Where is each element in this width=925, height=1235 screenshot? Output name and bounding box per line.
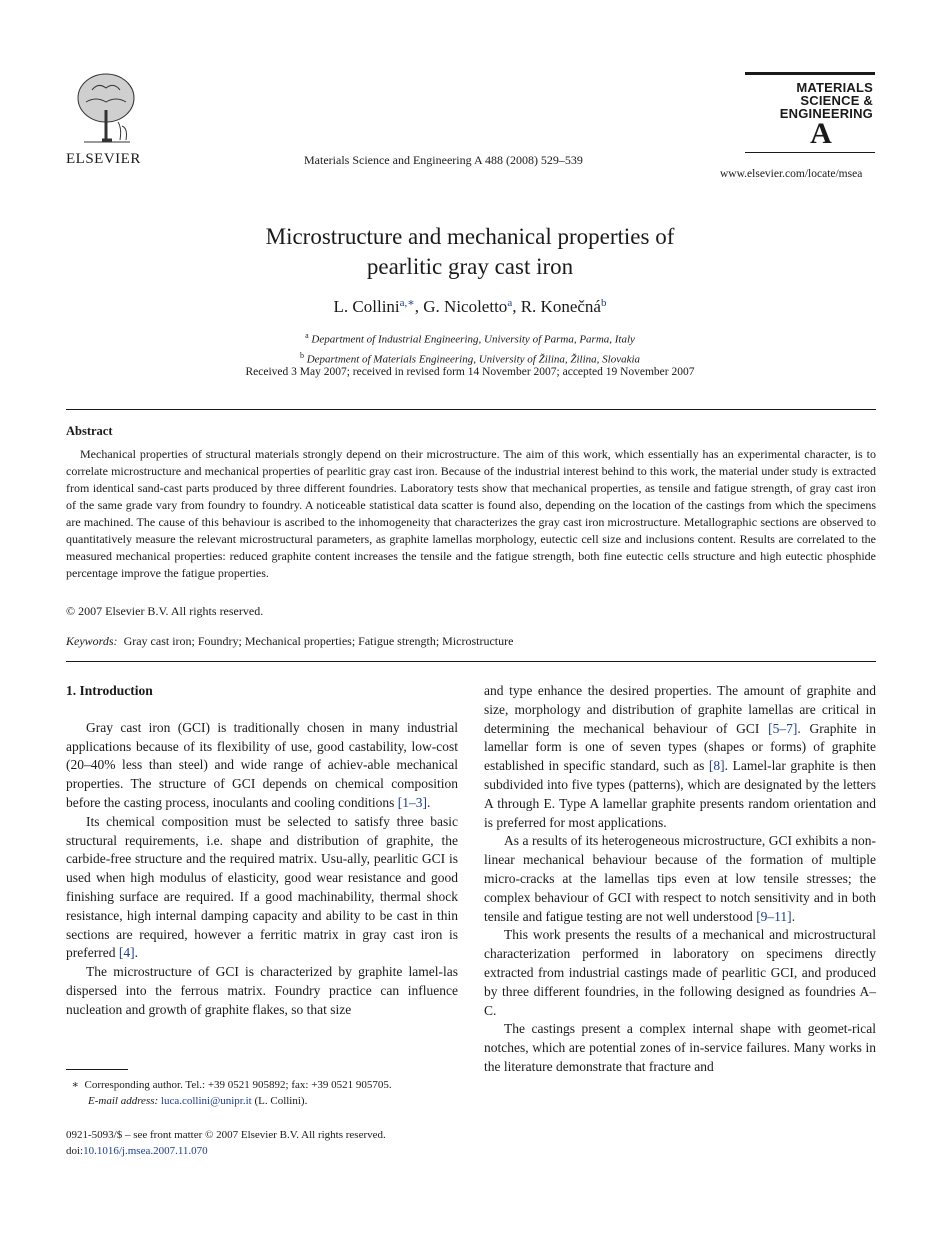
paragraph-text: Gray cast iron (GCI) is traditionally chosen in many industrial applications because of its flexibility of use, good castability, low-cost (20–40% less than steel) and wide range of achiev-able mechanical properties. The structure of GCI depends on chemical composition before the casting process, inoculants and cooling conditions	[66, 719, 458, 810]
email-line	[66, 1093, 466, 1109]
doi-link[interactable]: 10.1016/j.msea.2007.11.070	[83, 1145, 208, 1157]
journal-logo-line: ENGINEERING	[779, 106, 873, 121]
section-heading: 1. Introduction	[66, 683, 153, 698]
front-matter	[66, 1127, 486, 1159]
paragraph	[66, 719, 458, 813]
author-list	[140, 296, 800, 317]
paragraph	[484, 832, 876, 926]
doi-line	[66, 1143, 486, 1159]
author-affil-sup[interactable]: a,∗	[399, 297, 415, 309]
paragraph-text: .	[134, 945, 138, 961]
journal-logo-line: MATERIALS	[796, 80, 873, 95]
abstract-text: Mechanical properties of structural materials strongly depend on their microstructure. The aim of this work, which essentially has an experimental character, is to correlate microstructure and mechanical properties of pearlitic gray cast iron. Because of the industrial interest behind to this work, the material under study is extracted from identical sand-cast parts produced by three different foundries. Laboratory tests show that mechanical properties, as tensile and fatigue strength, of gray cast iron of the same grade vary from foundry to foundry. A noticeable statistical data scatter is found also, depending on the location of the castings from which the specimens are machined. The cause of this behaviour is ascribed to the inhomogeneity that characterizes the gray cast iron microstructure. Metallographic sections are observed to quantitatively measure the relevant microstructural parameters, as graphite lamellas morphology, eutectic cell size and inclusions content. Results are correlated to the measured mechanical properties: reduced graphite content increases the tensile and the fatigue strength, both fine eutectic cells structure and high eutectic phosphide percentage improve the fatigue properties.	[66, 447, 876, 580]
author-name: L. Collini	[333, 297, 400, 316]
citation-link[interactable]: [8]	[708, 758, 725, 774]
citation-link[interactable]: [9–11]	[756, 908, 792, 924]
affiliations	[140, 328, 800, 367]
author-affil-sup[interactable]: b	[600, 297, 607, 309]
issn-line: 0921-5093/$ – see front matter © 2007 Elsevier B.V. All rights reserved.	[66, 1129, 386, 1141]
author-name: R. Konečná	[520, 297, 601, 316]
email-name: (L. Collini).	[254, 1095, 308, 1107]
paragraph-text: As a results of its heterogeneous microstructure, GCI exhibits a non-linear mechanical behaviour because of the formation of multiple micro-cracks at the lamellas tips even at low tensile stresses; the complex behaviour of GCI with respect to notch sensitivity and in both tensile and fatigue testing are not well understood	[484, 833, 876, 924]
article-title	[140, 222, 800, 282]
journal-logo	[745, 72, 875, 153]
copyright: © 2007 Elsevier B.V. All rights reserved.	[66, 604, 264, 618]
affiliation	[140, 328, 800, 348]
email-link[interactable]: luca.collini@unipr.it	[160, 1095, 252, 1107]
corresponding-author	[66, 1077, 466, 1093]
footnote-rule	[66, 1069, 128, 1070]
journal-logo-line: SCIENCE &	[800, 93, 873, 108]
affiliation-text: Department of Materials Engineering, University of Žilina, Žilina, Slovakia	[306, 353, 641, 366]
abstract-heading: Abstract	[66, 424, 113, 438]
journal-logo-letter: A	[810, 117, 832, 150]
paragraph	[484, 682, 876, 832]
author-affil-sup[interactable]: a	[507, 297, 513, 309]
publisher-name: ELSEVIER	[66, 151, 141, 167]
paragraph-text: Its chemical composition must be selected to satisfy three basic structural requirements, i.e. shape and distribution of graphite, the carbide-free structure and the required matrix. Usu-ally, pearlitic GCI is used when high modulus of elasticity, good wear resistance and good finishing surface are required. If a good machinability, thermal shock resistance, high internal damping capacity and ability to be cast in thin sections are required, however a ferritic matrix in gray cast iron is preferred	[66, 813, 458, 961]
keywords-label: Keywords:	[66, 634, 118, 648]
affiliation-sup: b	[299, 350, 304, 360]
divider	[66, 409, 876, 410]
paragraph-text: . Lamel-lar graphite is then subdivided into five types (patterns), which are designated by the letters A through E. Type A lamellar graphite presents random orientation and is preferred for most applications.	[484, 758, 876, 830]
author-separator: ,	[512, 297, 521, 316]
paragraph-text: .	[427, 794, 431, 810]
author-name: G. Nicoletto	[423, 297, 508, 316]
journal-logo-text	[745, 75, 875, 120]
paragraph-text: and type enhance the desired properties. The amount of graphite and size, morphology and distribution of graphite lamellas are critical in determining the mechanical behaviour of GCI	[484, 683, 876, 736]
title-line: pearlitic gray cast iron	[366, 254, 574, 279]
left-column	[66, 682, 458, 1020]
paragraph-text: .	[791, 908, 796, 924]
keywords-list: Gray cast iron; Foundry; Mechanical properties; Fatigue strength; Microstructure	[123, 634, 514, 648]
citation-link[interactable]: [5–7]	[768, 720, 798, 736]
paragraph: This work presents the results of a mechanical and microstructural characterization performed in laboratory on specimens directly extracted from industrial castings made of pearlitic GCI, and produced by three different foundries, in the following designed as foundries A–C.	[484, 927, 876, 1018]
paragraph: The microstructure of GCI is characterized by graphite lamel-las dispersed into the ferrous matrix. Foundry practice can influence nucleation and growth of graphite flakes, so that size	[66, 964, 458, 1017]
affiliation	[140, 348, 800, 368]
footnote	[66, 1077, 466, 1109]
journal-reference: Materials Science and Engineering A 488 (2008) 529–539	[304, 153, 583, 167]
right-column	[484, 682, 876, 1077]
affiliation-sup: a	[305, 331, 309, 340]
author-separator: ,	[414, 297, 424, 316]
received-dates: Received 3 May 2007; received in revised form 14 November 2007; accepted 19 November 2007	[245, 366, 695, 378]
title-line: Microstructure and mechanical properties of	[265, 224, 675, 249]
footnote-marker: ∗	[71, 1079, 79, 1091]
elsevier-logo	[66, 70, 152, 168]
affiliation-text: Department of Industrial Engineering, University of Parma, Parma, Italy	[311, 333, 635, 346]
citation-link[interactable]: [4]	[118, 945, 135, 961]
paragraph-text: . Graphite in lamellar form is one of seven types (shapes or forms) of graphite established in specific standard, such as	[484, 720, 876, 774]
elsevier-tree-icon	[72, 70, 140, 150]
paragraph: The castings present a complex internal shape with geomet-rical notches, which are potential zones of in-service failures. Many works in the literature demonstrate that fracture and	[484, 1021, 876, 1074]
divider	[66, 661, 876, 662]
doi-label: doi:	[66, 1145, 84, 1157]
corresponding-text: Corresponding author. Tel.: +39 0521 905892; fax: +39 0521 905705.	[84, 1079, 392, 1091]
paragraph	[66, 813, 458, 963]
journal-url[interactable]: www.elsevier.com/locate/msea	[720, 168, 863, 180]
logo-rule-bottom	[745, 152, 875, 153]
citation-link[interactable]: [1–3]	[397, 794, 428, 810]
keywords	[66, 634, 513, 649]
email-label: E-mail address:	[88, 1095, 159, 1107]
